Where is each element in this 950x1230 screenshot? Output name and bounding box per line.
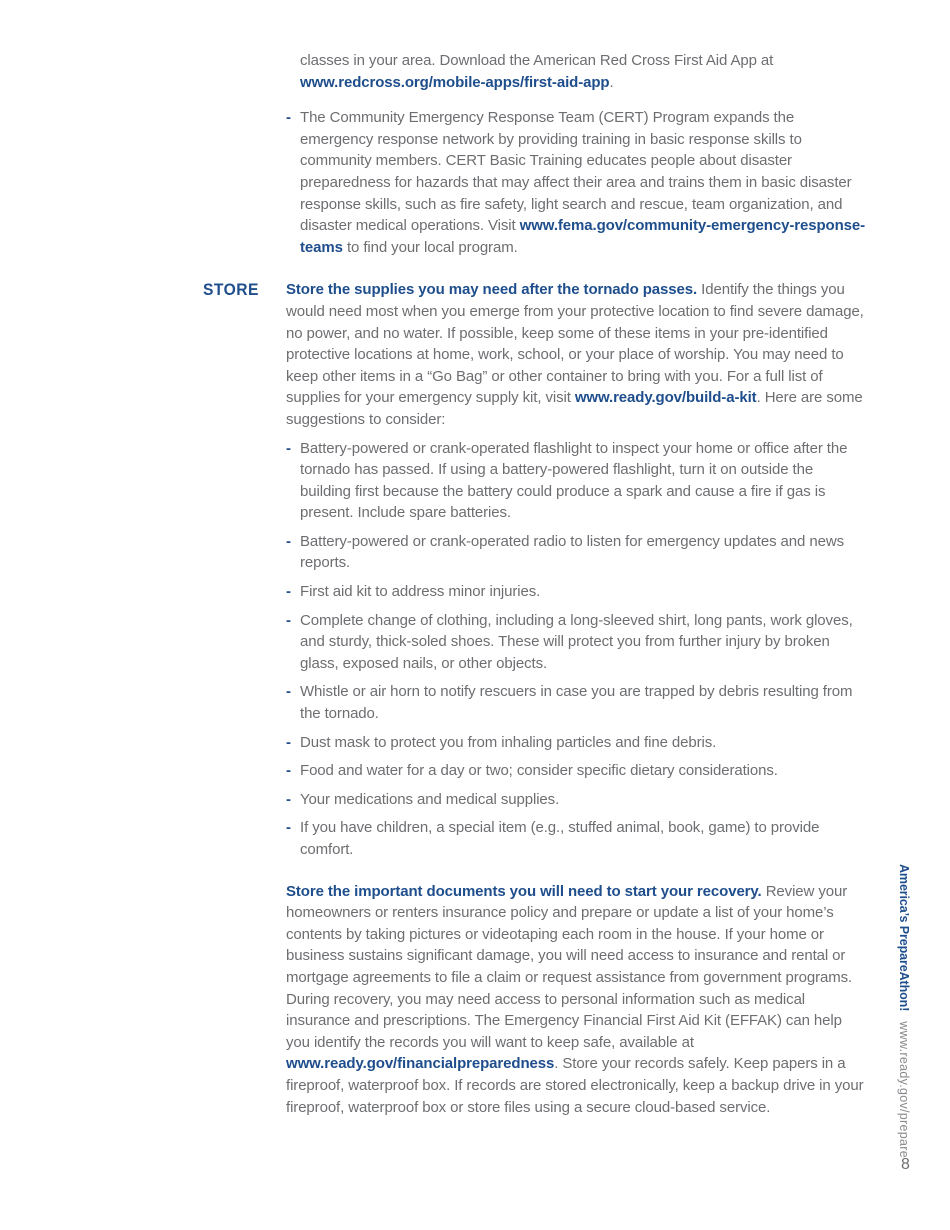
list-item: - Whistle or air horn to notify rescuers in case you are trapped by debris resulting from the tornado. xyxy=(286,683,853,723)
cert-link[interactable]: www.fema.gov/community-emergency-response-teams xyxy=(300,217,866,256)
documents-paragraph: Store the important documents you will need to start your recovery. Review your homeowners or renters insurance policy and prepare or update a list of your home’s contents by taking pictures or videotaping each room in the house. If your home or business sustains significant damage, you will need access to insurance and rental or mortgage agreements to file a claim or request assistance from government programs. During recovery, you may need access to personal information such as medical insurance and prescriptions. The Emergency Financial First Aid Kit (EFFAK) can help you identify the records you will want to keep safe, available at www.ready.gov/financialpreparedness. Store your records safely. Keep papers in a fireproof, waterproof box. If records are stored electronically, keep a backup drive in your fireproof, waterproof box or store files using a secure cloud-based service. xyxy=(286,882,864,1116)
first-aid-app-link[interactable]: www.redcross.org/mobile-apps/first-aid-app xyxy=(300,73,610,91)
list-item: - Your medications and medical supplies. xyxy=(286,790,560,808)
store-paragraph: Store the supplies you may need after the tornado passes. Identify the things you would need most when you emerge from your protective location to find severe damage, no power, and no water. If possible, keep some of these items in your pre-identified protective locations at home, work, school, or your place of worship. You may need to keep other items in a “Go Bag” or other container to bring with you. For a full list of supplies for your emergency supply kit, visit www.ready.gov/build-a-kit. Here are some suggestions to consider: xyxy=(286,281,864,428)
main-content xyxy=(203,50,868,1118)
list-item: - First aid kit to address minor injuries. xyxy=(286,583,541,601)
page-number: 8 xyxy=(901,1156,910,1173)
cert-bullet: - The Community Emergency Response Team (CERT) Program expands the emergency response network by providing training in basic response skills to community members. CERT Basic Training educates people about disaster preparedness for hazards that may affect their area and trains them in basic disaster response skills, such as fire safety, light search and rescue, team organization, and disaster medical operations. Visit www.fema.gov/community-emergency-response-teams to find your local program. xyxy=(286,109,866,256)
section-label-store: STORE xyxy=(203,280,259,300)
store-heading: Store the supplies you may need after the tornado passes. xyxy=(286,281,698,299)
brand-text: America’s PrepareAthon! xyxy=(897,864,911,1012)
list-item: - Battery-powered or crank-operated flashlight to inspect your home or office after the tornado has passed. If using a battery-powered flashlight, turn it on outside the building first because the battery could produce a spark and cause a fire if gas is present. Include spare batteries. xyxy=(286,439,848,522)
list-item: - Battery-powered or crank-operated radio to listen for emergency updates and news reports. xyxy=(286,532,844,572)
list-item: - Food and water for a day or two; consider specific dietary considerations. xyxy=(286,762,778,780)
documents-text: Review your homeowners or renters insurance policy and prepare or update a list of your home’s contents by taking pictures or videotaping each room in the house. If your home or business sustains significant damage, you will need access to insurance and rental or mortgage agreements to file a claim or request assistance from government programs. During recovery, you may need access to personal information such as medical insurance and prescriptions. The Emergency Financial First Aid Kit (EFFAK) can help you identify the records you will want to keep safe, available at xyxy=(286,882,853,1051)
list-item: - If you have children, a special item (e.g., stuffed animal, book, game) to provide comfort. xyxy=(286,819,820,858)
bullet-dash: - xyxy=(286,109,291,127)
supplies-list xyxy=(286,438,868,861)
build-a-kit-link[interactable]: www.ready.gov/build-a-kit xyxy=(574,389,757,407)
prepare-url[interactable]: www.ready.gov/prepare xyxy=(897,1021,911,1158)
financial-preparedness-link[interactable]: www.ready.gov/financialpreparedness xyxy=(286,1055,555,1073)
intro-text: classes in your area. Download the American Red Cross First Aid App at xyxy=(300,52,774,69)
list-item: - Complete change of clothing, including a long-sleeved shirt, long pants, work gloves, and sturdy, thick-soled shoes. These will protect you from further injury by broken glass, exposed nails, or other objects. xyxy=(286,611,853,672)
documents-heading: Store the important documents you will need to start your recovery. xyxy=(286,882,762,900)
sidebar-footer xyxy=(894,864,914,1158)
list-item: - Dust mask to protect you from inhaling particles and fine debris. xyxy=(286,733,717,751)
store-text: Identify the things you would need most when you emerge from your protective location to find severe damage, no power, and no water. If possible, keep some of these items in your pre-identified protective locations at home, work, school, or your place of worship. You may need to keep other items in a “Go Bag” or other container to bring with you. For a full list of supplies for your emergency supply kit, visit xyxy=(286,281,864,407)
intro-paragraph: classes in your area. Download the American Red Cross First Aid App at www.redcross.org/mobile-apps/first-aid-app. xyxy=(300,52,774,91)
cert-text: The Community Emergency Response Team (CERT) Program expands the emergency response network by providing training in basic response skills to community members. CERT Basic Training educates people about disaster preparedness for hazards that may affect their area and trains them in basic disaster response skills, such as fire safety, light search and rescue, team organization, and disaster medical operations. Visit xyxy=(300,109,852,235)
store-section xyxy=(203,279,868,1118)
